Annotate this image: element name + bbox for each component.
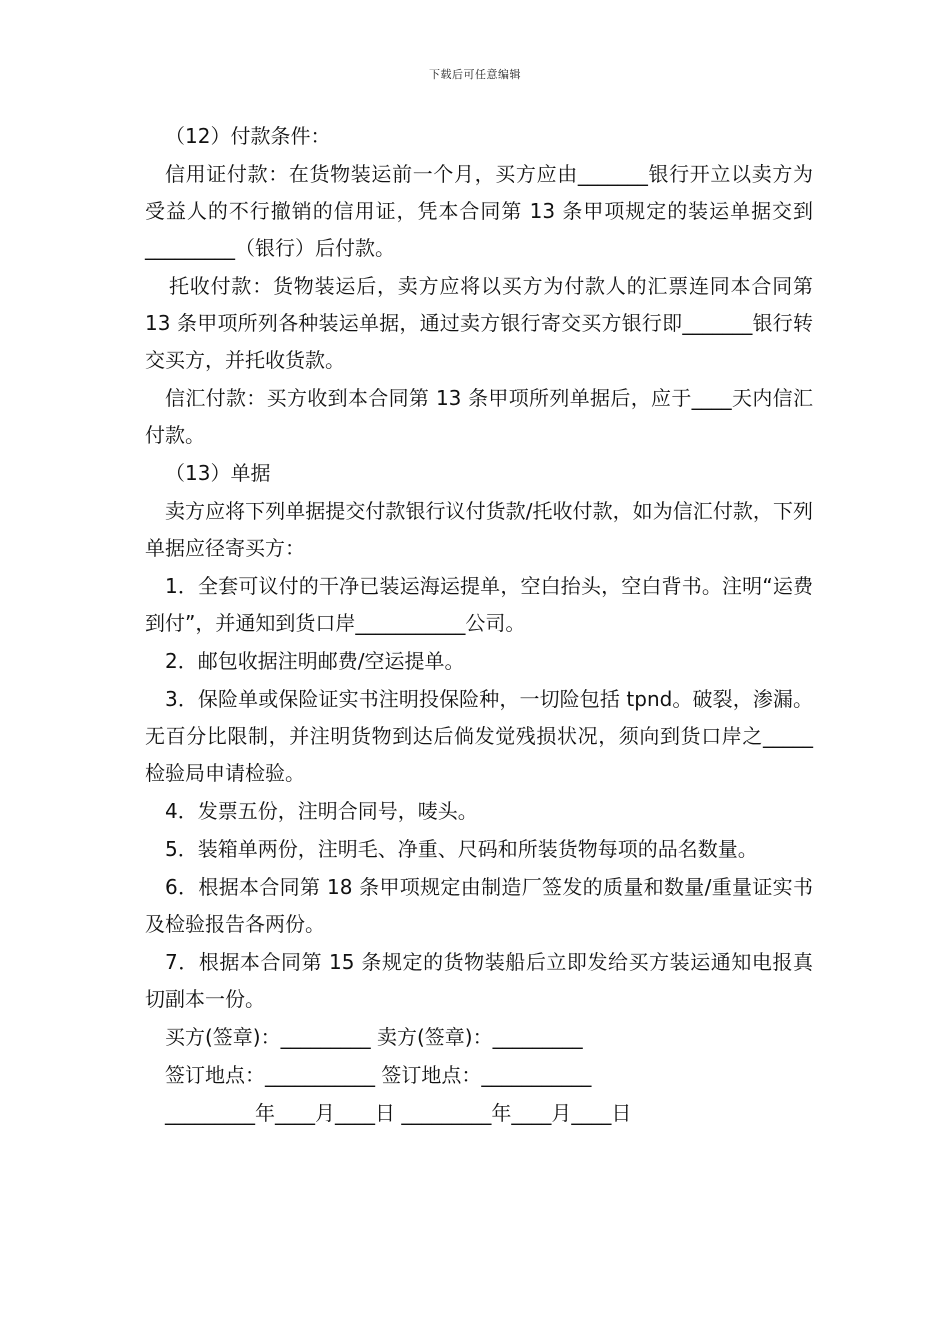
- document-item-2: 2．邮包收据注明邮费/空运提单。: [165, 649, 465, 673]
- collection-paragraph: 托收付款：货物装运后，卖方应将以买方为付款人的汇票连同本合同第 13 条甲项所列各种装运单据，通过卖方银行寄交买方银行即_______银行转交买方，并托收货款。: [145, 274, 813, 372]
- page-header: 下载后可任意编辑: [429, 68, 521, 81]
- document-item-3: 3．保险单或保险证实书注明投保险种，一切险包括 tpnd。破裂，渗漏。无百分比限制，并注明货物到达后倘发觉残损状况，须向到货口岸之_____检验局申请检验。: [145, 687, 813, 785]
- letter-of-credit-paragraph: 信用证付款：在货物装运前一个月，买方应由_______银行开立以卖方为受益人的不行撤销的信用证，凭本合同第 13 条甲项规定的装运单据交到_________（银行）后付款。: [145, 162, 813, 260]
- documents-intro-paragraph: 卖方应将下列单据提交付款银行议付货款/托收付款，如为信汇付款，下列单据应径寄买方：: [145, 499, 813, 560]
- document-item-6: 6．根据本合同第 18 条甲项规定由制造厂签发的质量和数量/重量证实书及检验报告各两份。: [145, 875, 813, 936]
- section-12-heading: （12）付款条件：: [165, 124, 331, 148]
- document-item-4: 4．发票五份，注明合同号，唛头。: [165, 799, 478, 823]
- section-13-heading: （13）单据: [165, 461, 271, 485]
- date-line: _________年____月____日 _________年____月____日: [165, 1101, 632, 1125]
- signing-place-line: 签订地点：___________ 签订地点：___________: [165, 1063, 592, 1087]
- document-body: [145, 118, 813, 1133]
- signature-line: 买方(签章)：_________ 卖方(签章)：_________: [165, 1025, 583, 1049]
- mail-transfer-paragraph: 信汇付款：买方收到本合同第 13 条甲项所列单据后，应于____天内信汇付款。: [145, 386, 813, 447]
- document-item-7: 7．根据本合同第 15 条规定的货物装船后立即发给买方装运通知电报真切副本一份。: [145, 950, 813, 1011]
- document-item-5: 5．装箱单两份，注明毛、净重、尺码和所装货物每项的品名数量。: [165, 837, 758, 861]
- document-item-1: 1．全套可议付的干净已装运海运提单，空白抬头，空白背书。注明“运费到付”，并通知到货口岸___________公司。: [145, 574, 813, 635]
